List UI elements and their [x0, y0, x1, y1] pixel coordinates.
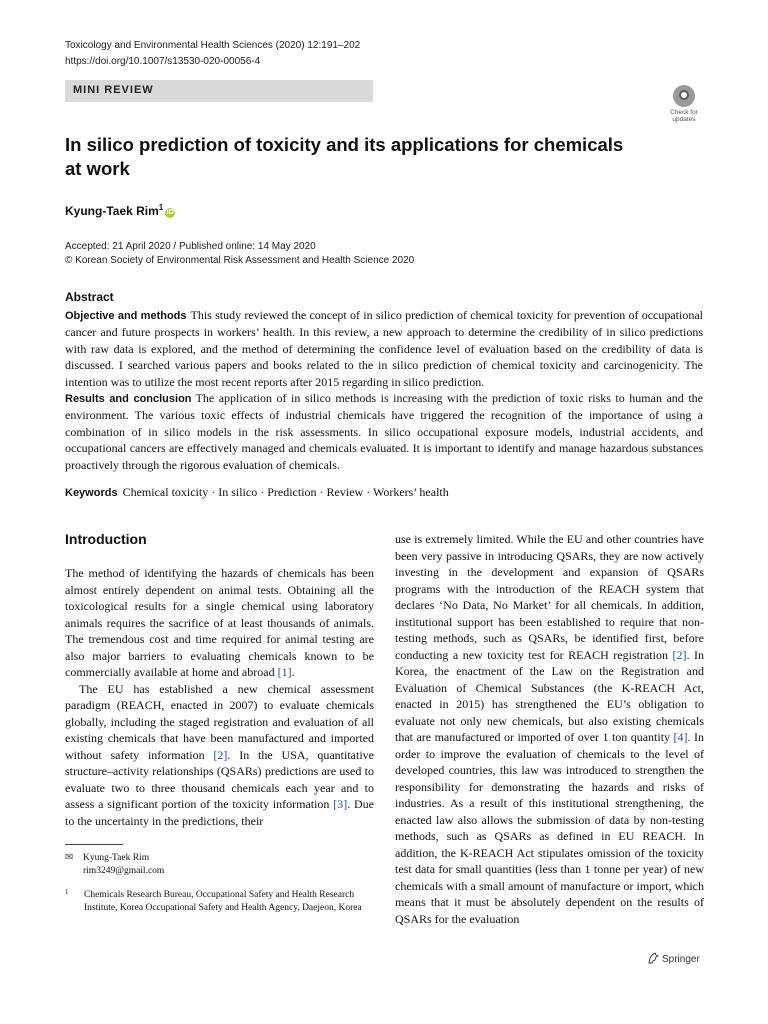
publisher-logo — [647, 952, 700, 965]
author-name[interactable]: Kyung-Taek Rim — [65, 204, 159, 218]
citation-link[interactable]: [2] — [672, 647, 687, 662]
abstract-results — [65, 390, 703, 473]
dates-line: Accepted: 21 April 2020 / Published online: 14 May 2020 — [65, 241, 316, 252]
paragraph-text: The EU has established a new chemical assessment paradigm (REACH, enacted in 2007) to evaluate chemicals globally, including the staged registration and evaluation of all existing chemicals that have been manufactured and imported without safety information — [65, 681, 374, 762]
doi-link[interactable]: https://doi.org/10.1007/s13530-020-00056-4 — [65, 56, 261, 67]
keywords-text: Chemical toxicity · In silico · Prediction · Review · Workers’ health — [122, 485, 449, 499]
article-title: In silico prediction of toxicity and its applications for chemicals at work — [65, 134, 624, 179]
objective-text: This study reviewed the concept of in silico prediction of chemical toxicity for prevention of occupational cancer and future prospects in workers’ health. In this review, a new approach to determine the credibility of in silico predictions with raw data is explored, and the method of determining the confidence level of evaluation based on the credibility of data is discussed. I searched various papers and books related to the in silico prediction of chemical toxicity and carcinogenicity. The intention was to utilize the most recent reports after 2015 regarding in silico prediction. — [65, 308, 703, 389]
check-for-updates-badge[interactable] — [664, 85, 704, 125]
keywords-label: Keywords — [65, 487, 118, 499]
paragraph-text: . Due to the uncertainty in the predictions, their — [65, 797, 374, 828]
paragraph-text: The method of identifying the hazards of chemicals has been almost entirely dependent on animal tests. Obtaining all the toxicological results for a single chemical using laboratory animals requires the sacrifice of at least thousands of animals. The tremendous cost and time required for animal testing are also major barriers to evaluating chemicals known to be commercially available at home and abroad — [65, 566, 374, 679]
body-column-right — [395, 531, 704, 927]
body-column-left — [65, 565, 374, 829]
citation-link[interactable]: [3] — [333, 797, 348, 811]
corr-name: Kyung-Taek Rim — [83, 853, 150, 863]
corr-email[interactable]: rim3249@gmail.com — [83, 866, 165, 876]
objective-label: Objective and methods — [65, 310, 187, 322]
paragraph-text: . In Korea, the enactment of the Law on the Registration and Evaluation of Chemical Substances (the K-REACH Act, enacted in 2015) has strengthened the EU’s obligation to evaluate not only new chemicals, but also existing chemicals that are manufactured or imported of over 1 ton quantity — [395, 647, 705, 744]
citation-link[interactable]: [4] — [673, 730, 688, 744]
publisher-name: Springer — [662, 954, 700, 965]
intro-paragraph-2 — [65, 681, 374, 830]
journal-citation: Toxicology and Environmental Health Sciences (2020) 12:191–202 — [65, 40, 361, 51]
citation-link[interactable]: [1] — [277, 665, 292, 679]
intro-paragraph-continued — [395, 531, 704, 927]
section-label: MINI REVIEW — [73, 84, 154, 96]
publication-dates — [65, 240, 414, 268]
crossmark-label: Check for updates — [670, 109, 698, 123]
paragraph-text: . In order to improve the evaluation of chemicals to the level of developed countries, this law was introduced to strengthen the responsibility for demonstrating the hazards and risks of industries. As a result of this institutional strengthening, the enacted law also allows the submission of data by non-testing methods, such as QSARs as defined in EU REACH. In addition, the K-REACH Act stipulates omission of the toxicity test data for small quantities (less than 1 tonne per year) of new chemicals with a small amount of manufacture or import, which means that it must be absolutely dependent on the results of QSARs for the evaluation — [395, 730, 704, 926]
orcid-icon[interactable]: iD — [166, 209, 174, 216]
footnote-divider — [65, 844, 123, 845]
keywords — [65, 485, 449, 500]
corresponding-author — [65, 851, 164, 878]
author-line — [65, 203, 175, 218]
affil-number: 1 — [65, 888, 69, 896]
copyright-line: © Korean Society of Environmental Risk Assessment and Health Science 2020 — [65, 255, 415, 266]
envelope-icon: ✉ — [65, 852, 74, 863]
affiliation-footnote — [65, 889, 365, 915]
crossmark-icon — [673, 85, 695, 107]
springer-horse-icon — [647, 952, 659, 964]
paragraph-text: . — [291, 665, 295, 679]
abstract-body — [65, 307, 703, 473]
results-text: The application of in silico methods is increasing with the prediction of toxic risks to human and the environment. The various toxic effects of industrial chemicals have triggered the recognition of the importance of using a combination of in silico models in the risk assessments. In silico occupational exposure models, industrial accidents, and occupational cancers are effectively managed and chemicals evaluated. It is important to identify and manage hazardous substances proactively through the rigorous evaluation of chemicals. — [65, 391, 703, 472]
affil-text: Chemicals Research Bureau, Occupational Safety and Health Research Institute, Korea Occupational Safety and Health Agency, Daejeon, Korea — [84, 890, 362, 913]
section-label-band — [65, 80, 373, 102]
abstract-objective — [65, 307, 703, 390]
citation-link[interactable]: [2] — [213, 747, 228, 762]
introduction-heading: Introduction — [65, 531, 147, 547]
abstract-heading: Abstract — [65, 290, 114, 304]
paragraph-text: . In the USA, quantitative structure–activity relationships (QSARs) predictions are used to evaluate two to three thousand chemicals each year and to assess a significant portion of the toxicity information — [65, 747, 374, 811]
paragraph-text: use is extremely limited. While the EU and other countries have been very passive in introducing QSARs, they are now actively investing in the development and expansion of QSARs programs with the introduction of the REACH system that declares ‘No Data, No Market’ for all chemicals. In addition, institutional support has been established to require that non-testing methods, such as QSARs, be identified first, before conducting a new toxicity test for REACH registration — [395, 532, 704, 662]
author-affil-sup: 1 — [158, 203, 164, 212]
results-label: Results and conclusion — [65, 393, 192, 406]
intro-paragraph-1 — [65, 565, 374, 681]
